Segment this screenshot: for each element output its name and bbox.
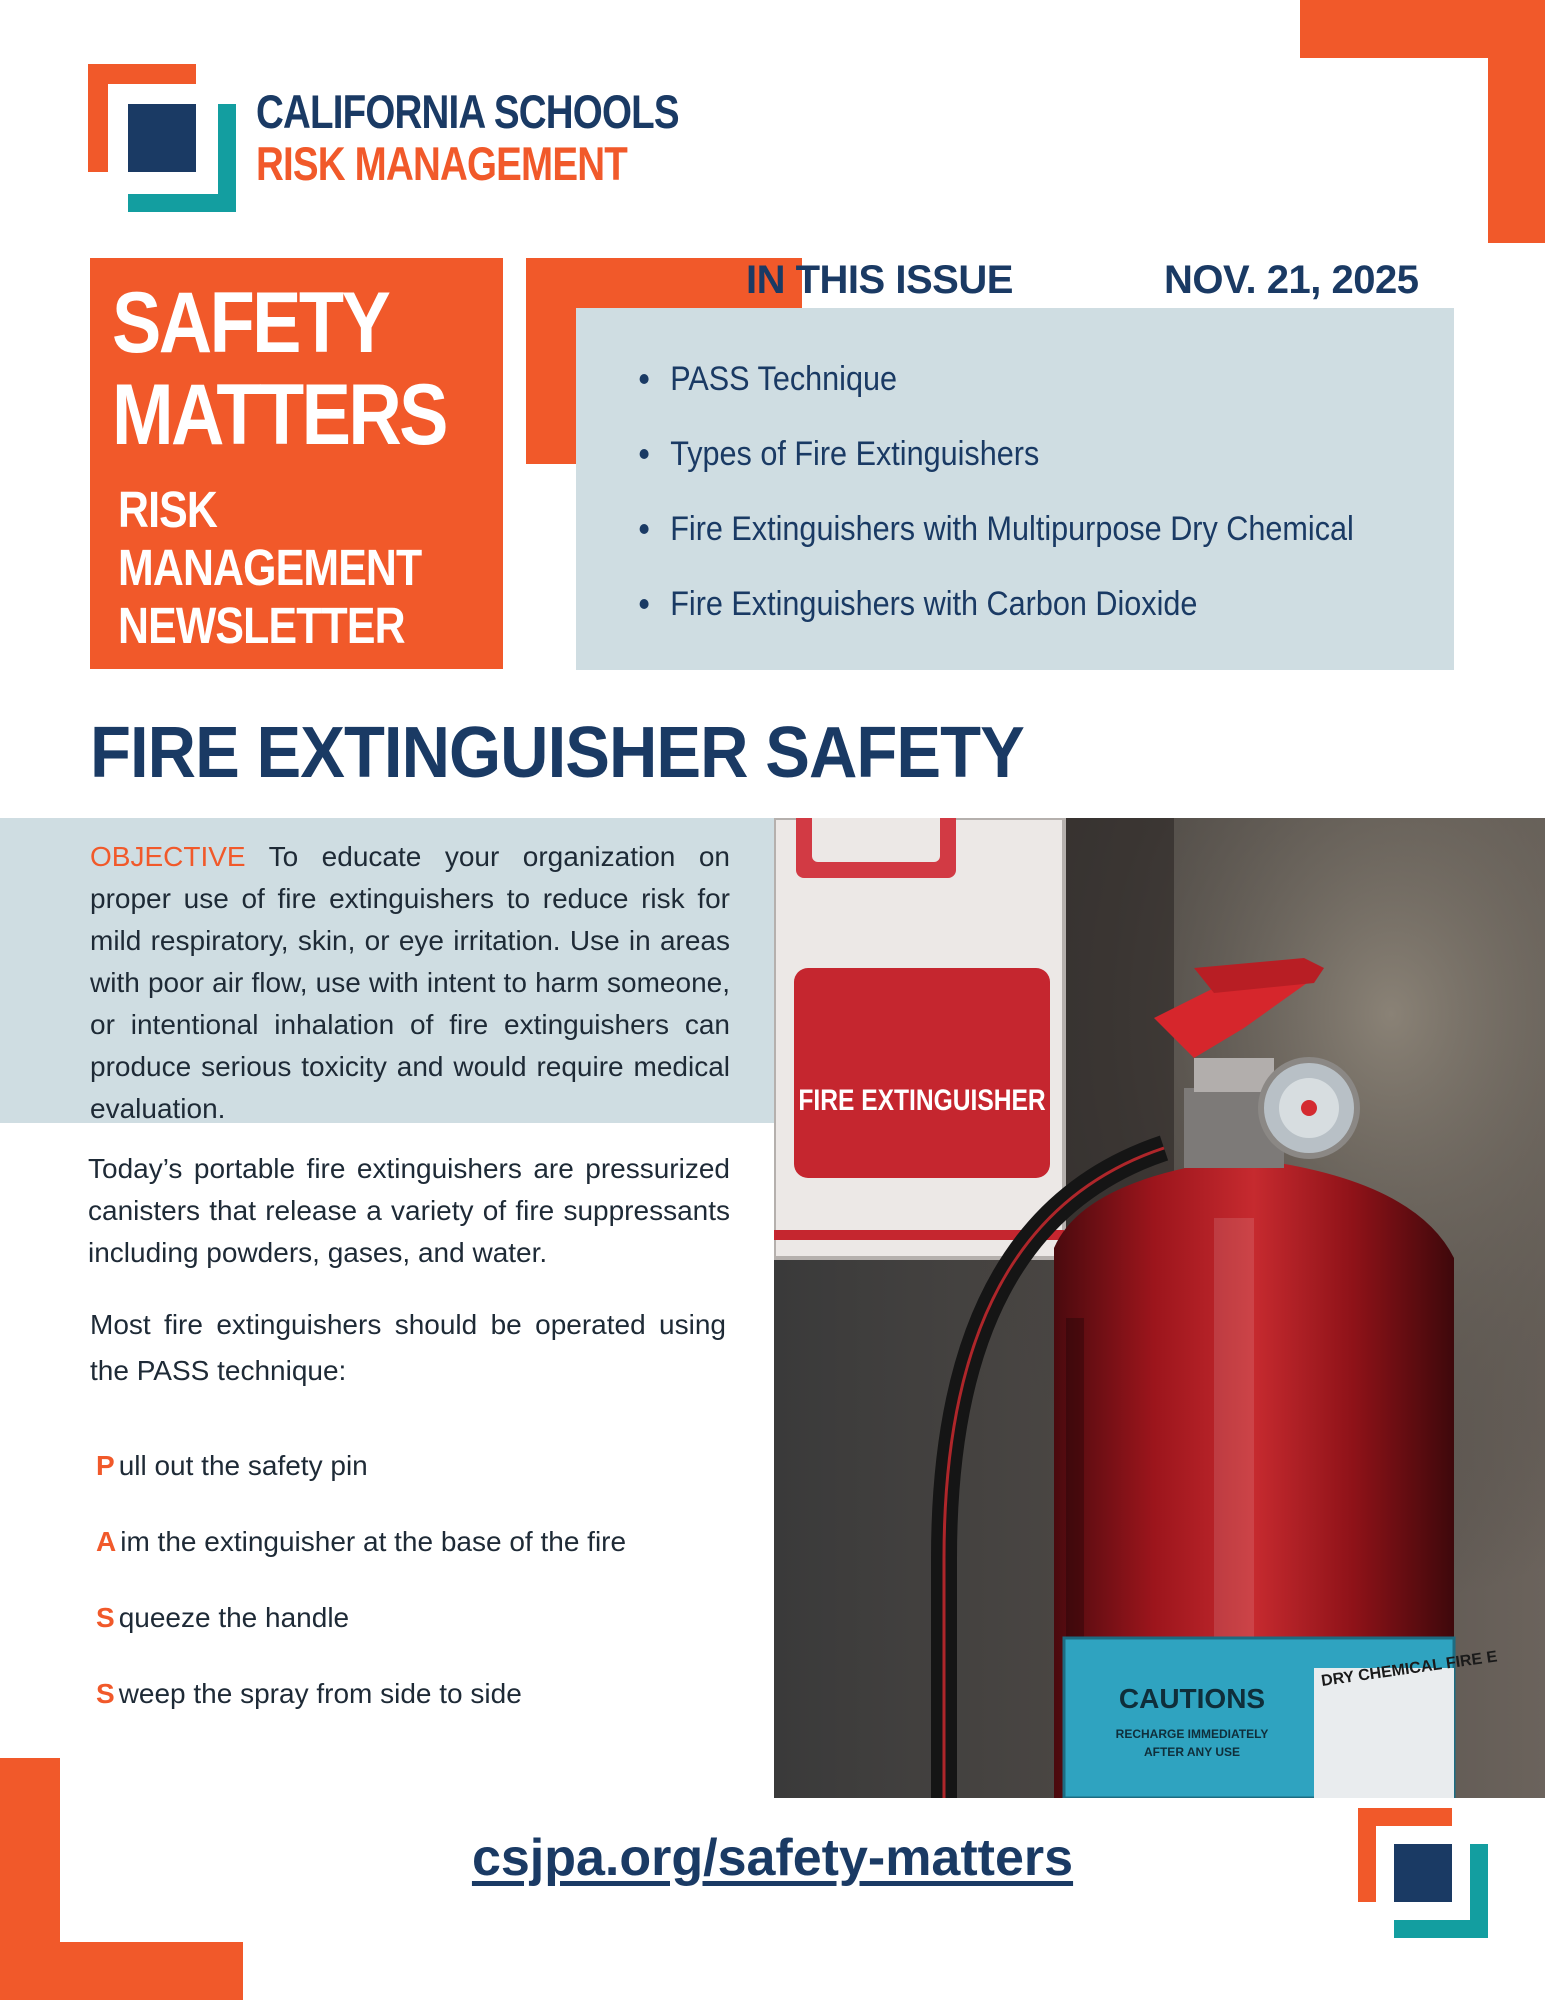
issue-topic-label: PASS Technique xyxy=(670,360,898,398)
pass-intro-paragraph: Most fire extinguishers should be operated using the PASS technique: xyxy=(90,1309,726,1386)
label-dry-chemical: DRY CHEMICAL FIRE E xyxy=(1320,1648,1499,1690)
pass-letter: A xyxy=(96,1526,117,1557)
pass-text: weep the spray from side to side xyxy=(118,1678,522,1709)
pass-letter: P xyxy=(96,1450,115,1481)
masthead-subtitle-line2: MANAGEMENT xyxy=(118,539,422,596)
label-cautions: CAUTIONS xyxy=(1118,1683,1266,1714)
in-this-issue-heading: IN THIS ISSUE xyxy=(746,258,1013,302)
article-title: FIRE EXTINGUISHER SAFETY xyxy=(90,713,1024,793)
logo-mark xyxy=(88,64,238,214)
corner-accent-bottom-left xyxy=(0,1942,243,2000)
pass-letter: S xyxy=(96,1602,115,1633)
masthead-subtitle-line3: NEWSLETTER xyxy=(118,597,405,654)
corner-accent-top-right-side xyxy=(1488,0,1545,243)
objective-paragraph xyxy=(90,836,730,1130)
pass-text: queeze the handle xyxy=(118,1602,350,1633)
issue-topic-list xyxy=(636,360,1434,660)
issue-topic-label: Fire Extinguishers with Multipurpose Dry Chemical xyxy=(670,510,1354,548)
pass-step-pull xyxy=(96,1450,368,1482)
bullet-icon xyxy=(640,599,649,609)
pass-letter: S xyxy=(96,1678,115,1709)
issue-topic-label: Types of Fire Extinguishers xyxy=(670,435,1040,473)
newsletter-masthead xyxy=(90,258,503,669)
issue-accent-side xyxy=(526,258,576,464)
objective-label: OBJECTIVE xyxy=(90,841,246,872)
pass-step-aim xyxy=(96,1526,626,1558)
pass-text: ull out the safety pin xyxy=(118,1450,368,1481)
masthead-title-line1: SAFETY xyxy=(112,275,389,371)
objective-body: To educate your organization on proper use of fire extinguishers to reduce risk for mild respiratory, skin, or eye irritation. Use in areas with poor air flow, use with intent to harm someone, or intentional inhalation of fire extinguishers can produce serious toxicity and would require medical evaluation. xyxy=(90,841,730,1124)
brand-name-line2: RISK MANAGEMENT xyxy=(256,137,627,190)
website-link[interactable]: csjpa.org/safety-matters xyxy=(471,1829,1074,1887)
issue-topic-item xyxy=(636,435,1354,510)
pass-step-sweep xyxy=(96,1678,522,1710)
sign-text: FIRE EXTINGUISHER xyxy=(798,1082,1046,1117)
bullet-icon xyxy=(640,449,649,459)
issue-topic-item xyxy=(636,360,1354,435)
bullet-icon xyxy=(640,524,649,534)
label-recharge-line1: RECHARGE IMMEDIATELY xyxy=(1115,1727,1269,1741)
brand-name-line1: CALIFORNIA SCHOOLS xyxy=(256,85,679,138)
issue-topic-item xyxy=(636,510,1354,585)
label-recharge-line2: AFTER ANY USE xyxy=(1143,1745,1241,1759)
issue-topic-item xyxy=(636,585,1354,660)
bullet-icon xyxy=(640,374,649,384)
intro-paragraph: Today’s portable fire extinguishers are pressurized canisters that release a variety of fire suppressants including powders, gases, and water. xyxy=(88,1153,730,1268)
masthead-subtitle-line1: RISK xyxy=(118,481,218,538)
pass-text: im the extinguisher at the base of the fire xyxy=(120,1526,627,1557)
masthead-title-line2: MATTERS xyxy=(112,367,446,463)
pass-step-squeeze xyxy=(96,1602,349,1634)
issue-topic-label: Fire Extinguishers with Carbon Dioxide xyxy=(670,585,1198,623)
issue-date: NOV. 21, 2025 xyxy=(1164,258,1419,302)
fire-extinguisher-photo xyxy=(774,818,1545,1798)
